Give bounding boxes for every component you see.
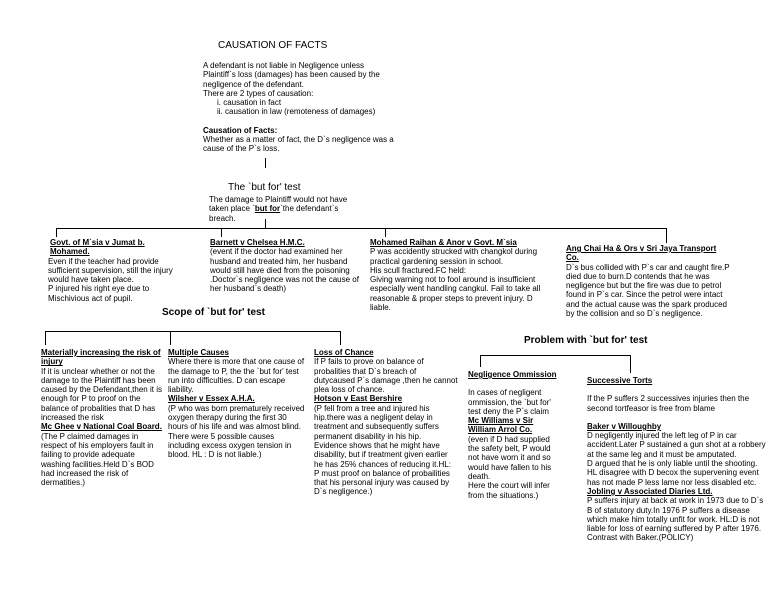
case-title: Govt. of M`sia v Jumat b. <box>50 238 145 247</box>
case-line: D argued that he is only liable until the shooting. <box>587 459 758 469</box>
case-line: accident.Later P sustained a gun shot at a robbery <box>587 440 766 450</box>
scope-line: Where there is more that one cause of <box>168 357 305 367</box>
case-line: which make him totally unfit for work. HL:D is not <box>587 514 760 524</box>
case-line: would still have died from the poisoning <box>210 265 350 275</box>
causation-type: ii. causation in law (remoteness of damages) <box>217 107 376 117</box>
case-line: that his personal injury was caused by <box>314 478 450 488</box>
scope-loss-of-chance <box>314 348 458 497</box>
scope-line: increased the risk <box>41 413 104 423</box>
case-line: husband and treated him, her husband <box>210 256 348 266</box>
causation-type: i. causation in fact <box>217 98 282 108</box>
case-line: P injured his right eye due to <box>48 284 150 294</box>
case-line: he has 25% chances of reducing it.HL: <box>314 459 451 469</box>
case-line: her husband`s death) <box>210 284 287 294</box>
problem-line: ommission, the `but for' <box>468 397 551 407</box>
case-line: disability, but if treatment given earlier <box>314 450 448 460</box>
case-line: from the situations.) <box>468 490 539 500</box>
connector-line <box>45 331 46 345</box>
problem-title: Successive Torts <box>587 376 653 385</box>
problem-line: If the P suffers 2 successives injuries then the <box>587 394 750 404</box>
case-title: Ang Chai Ha & Ors v Sri Jaya Transport <box>566 244 717 253</box>
case-line: hours of his life and was almost blind. <box>168 422 301 432</box>
case-line: P must proof on balance of probailities <box>314 468 450 478</box>
case-line: treatment and subsequently suffers <box>314 422 439 432</box>
case-line: dermatities.) <box>41 478 86 488</box>
case-line: (P who was born prematurely received <box>168 403 305 413</box>
case-line: washing facilities.Held D`s BOD <box>41 459 154 469</box>
case-line: respect of his employers fault in <box>41 440 154 450</box>
case-title: Jobling v Associated Diaries Ltd. <box>587 486 713 496</box>
intro-line: A defendant is not liable in Negligence unless <box>203 61 364 70</box>
cases-connector-line <box>56 228 666 229</box>
scope-title: Materially increasing the risk of <box>41 348 161 357</box>
case-line: P was accidently strucked with changkol during <box>370 247 538 257</box>
scope-multiple-causes <box>168 348 304 460</box>
case-line: (The P claimed damages in <box>41 431 139 441</box>
case-line: Contrast with Baker.(POLICY) <box>587 533 694 543</box>
case-line: sufficient supervision, still the injury <box>48 265 173 275</box>
case-line: liable. <box>370 303 391 313</box>
case-line: P suffers injury at back at work in 1973 due to D`s <box>587 496 764 506</box>
connector-line <box>170 331 171 345</box>
problem-heading: Problem with `but for' test <box>524 335 648 346</box>
but-for-line: `the defendant`s <box>280 204 339 214</box>
case-line: would have taken place. <box>48 275 134 285</box>
facts-heading: Causation of Facts: <box>203 125 278 135</box>
connector-line <box>265 158 266 168</box>
scope-line: dutycaused P`s damage ,then he cannot <box>314 375 458 385</box>
case-line: would have fallen to his <box>468 462 552 472</box>
case-title: Mohamed Raihan & Anor v Govt. M`sia <box>370 238 517 247</box>
connector-line <box>480 355 481 367</box>
intro-line: There are 2 types of causation: <box>203 88 314 98</box>
scope-heading: Scope of `but for' test <box>162 307 265 318</box>
scope-connector-line <box>45 331 340 332</box>
case-line: Here the court will infer <box>468 481 550 491</box>
case-line: Giving warning not to fool around is insufficient <box>370 275 536 285</box>
case-raihan <box>370 238 540 312</box>
scope-line: run into difficulties. D can escape <box>168 375 286 385</box>
case-line: (event if the doctor had examined her <box>210 247 343 257</box>
scope-material-risk <box>41 348 162 487</box>
problem-line: second tortfeasor is free from blame <box>587 403 716 413</box>
case-line: HL disagree with D becox the supervening event <box>587 468 759 478</box>
case-jumat <box>48 238 173 303</box>
connector-line <box>56 228 57 237</box>
case-line: D`s negligence.) <box>314 487 373 497</box>
scope-title: Loss of Chance <box>314 348 374 357</box>
but-for-heading: The `but for' test <box>228 182 301 193</box>
problem-line: test deny the P`s claim <box>468 406 549 416</box>
case-line: Mischivious act of pupil. <box>48 293 133 303</box>
intro-block <box>203 61 394 154</box>
case-line: There were 5 possible causes <box>168 431 275 441</box>
problem-negligence-omission <box>468 370 556 500</box>
case-title: Barnett v Chelsea H.M.C. <box>210 238 305 247</box>
case-line: not have worn it and so <box>468 453 551 463</box>
case-title: William Arrol Co. <box>468 425 533 435</box>
case-title: Mc Ghee v National Coal Board. <box>41 422 162 432</box>
connector-line <box>630 355 631 373</box>
scope-line: probalities that D`s breach of <box>314 366 417 376</box>
case-line: at the same leg and it must be amputated. <box>587 449 737 459</box>
case-ang-chai-ha <box>566 244 730 318</box>
scope-line: plea loss of chance. <box>314 385 385 395</box>
case-line: and the actual cause was the spark produced <box>566 299 727 309</box>
scope-title: Multiple Causes <box>168 348 229 357</box>
case-title: Mohamed. <box>50 247 90 257</box>
case-line: especially went handling cangkul. Fail to take all <box>370 284 541 294</box>
connector-line <box>265 219 266 228</box>
case-line: hip.there was a negligent delay in <box>314 413 433 423</box>
scope-line: enough for P to proof on the <box>41 394 141 404</box>
case-title: Co. <box>566 253 579 263</box>
connector-line <box>385 228 386 237</box>
scope-line: If P fails to prove on balance of <box>314 357 424 367</box>
problem-connector-line <box>480 355 630 356</box>
case-line: reasonable & proper steps to prevent injury. D <box>370 293 533 303</box>
case-line: B of statutory duty.In 1976 P suffers a disease <box>587 505 750 515</box>
scope-line: the damage to P, the the `but for' test <box>168 366 299 376</box>
case-line: (P fell from a tree and injured his <box>314 403 430 413</box>
connector-line <box>666 228 667 243</box>
scope-line: damage to the Plaintiff has been <box>41 375 156 385</box>
case-line: permanent disability in his hip. <box>314 431 422 441</box>
case-line: oxygen therapy during the first 30 <box>168 413 287 423</box>
case-line: found in P`s car. Since the petrol were intact <box>566 290 723 300</box>
case-line: including excess oxygen tension in <box>168 440 292 450</box>
page-title: CAUSATION OF FACTS <box>218 40 328 51</box>
but-for-line: The damage to Plaintiff would not have <box>209 195 348 204</box>
case-line: liable for loss of earning suffered by P after 1976. <box>587 524 762 534</box>
problem-successive-torts <box>587 376 766 543</box>
case-line: has not made P less lame nor less disabled etc. <box>587 477 757 487</box>
facts-line: cause of the P`s loss. <box>203 144 280 154</box>
case-line: death. <box>468 471 491 481</box>
case-line: blood. HL : D is not liable.) <box>168 450 262 460</box>
case-line: .Doctor`s negligence was not the cause of <box>210 275 359 285</box>
problem-title: Negligence Ommission <box>468 370 557 379</box>
connector-line <box>340 331 341 345</box>
case-barnett <box>210 238 359 294</box>
case-line: the safety belt, P would <box>468 444 551 454</box>
case-line: died due to burn.D contends that he was <box>566 271 710 281</box>
case-line: (even if D had supplied <box>468 434 550 444</box>
case-line: by the collision and so D`s negligence. <box>566 309 703 319</box>
case-line: Even if the teacher had provide <box>48 256 159 266</box>
but-for-line: breach. <box>209 213 236 223</box>
facts-line: Whether as a matter of fact, the D`s negligence was a <box>203 135 394 145</box>
case-title: Baker v Willoughby <box>587 421 662 431</box>
scope-line: balance of probalities that D has <box>41 403 156 413</box>
case-title: Mc Williams v Sir <box>468 416 534 426</box>
scope-title: injury <box>41 357 63 367</box>
scope-line: caused by the Defendant,then it is <box>41 385 162 395</box>
case-title: Hotson v East Bershire <box>314 394 403 404</box>
scope-line: liability. <box>168 385 194 395</box>
intro-line: negligence of the defendant. <box>203 79 304 89</box>
but-for-emphasis: but for <box>254 204 281 214</box>
but-for-definition <box>209 195 347 223</box>
problem-line: In cases of negligent <box>468 388 542 398</box>
case-title: Wilsher v Essex A.H.A. <box>168 394 255 404</box>
but-for-line: taken place ` <box>209 204 255 214</box>
case-line: failing to provide adequate <box>41 450 135 460</box>
case-line: His scull fractured.FC held: <box>370 265 467 275</box>
case-line: Evidence shows that he might have <box>314 440 440 450</box>
scope-line: If it is unclear whether or not the <box>41 366 155 376</box>
case-line: had increased the risk of <box>41 468 129 478</box>
case-line: practical gardening session in school. <box>370 256 503 266</box>
case-line: negligence but but the fire was due to petrol <box>566 281 722 291</box>
connector-line <box>221 228 222 237</box>
case-line: D negligently injured the left leg of P in car <box>587 431 737 441</box>
intro-line: Plaintiff`s loss (damages) has been caused by the <box>203 70 380 80</box>
case-line: D`s bus collided with P`s car and caught fire.P <box>566 262 730 272</box>
